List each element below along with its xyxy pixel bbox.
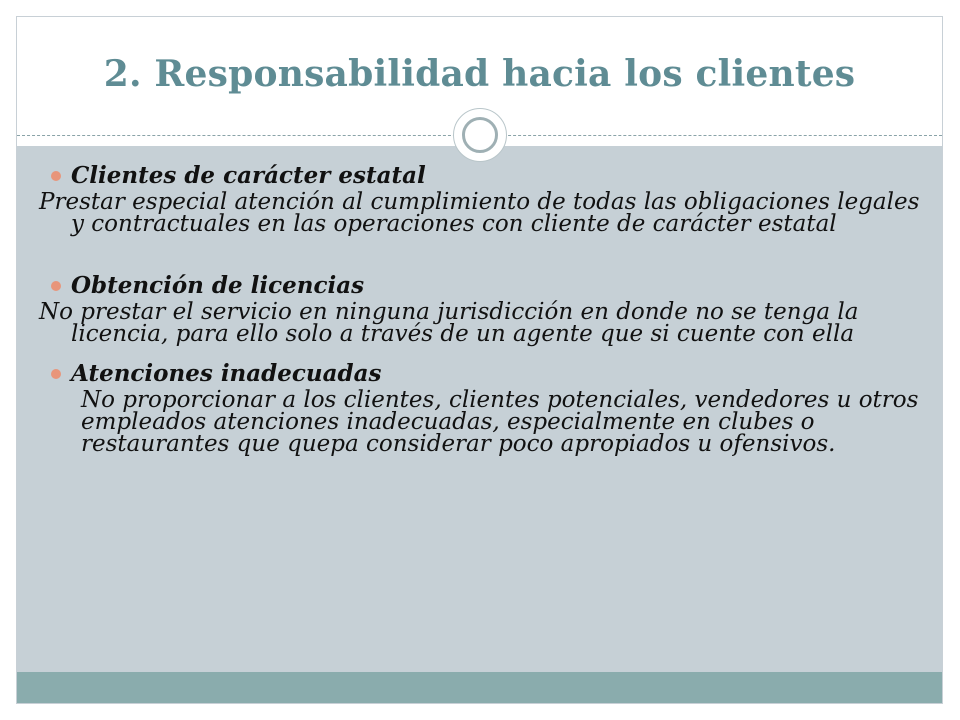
section-text: No prestar el servicio en ninguna jurisdicción en donde no se tenga la licencia, para ello solo a través de un agente que si cuente con ella — [39, 299, 859, 347]
bullet-icon — [51, 369, 61, 379]
spacer — [39, 345, 929, 359]
bullet-icon — [51, 281, 61, 291]
section-text — [39, 389, 929, 455]
slide — [16, 16, 943, 704]
section-text: Prestar especial atención al cumplimiento de todas las obligaciones legales y contractuales en las operaciones con cliente de carácter estatal — [39, 189, 920, 237]
section-heading — [39, 359, 929, 389]
bullet-icon — [51, 171, 61, 181]
circle-ornament-icon — [453, 108, 507, 162]
footer-band — [17, 672, 942, 704]
section-heading — [39, 271, 929, 301]
section-text-content: No proporcionar a los clientes, clientes potenciales, vendedores u otros empleados atenciones inadecuadas, especialmente en clubes o restaurantes que quepa considerar poco apropiados u ofensivos. — [81, 387, 919, 457]
section-heading-text: Atenciones inadecuadas — [71, 360, 382, 387]
ring-icon — [462, 117, 498, 153]
spacer — [39, 235, 929, 271]
slide-body — [39, 161, 929, 455]
section-heading — [39, 161, 929, 191]
section-heading-text: Obtención de licencias — [71, 272, 365, 299]
slide-title: 2. Responsabilidad hacia los clientes — [103, 53, 856, 95]
section-heading-text: Clientes de carácter estatal — [71, 162, 426, 189]
